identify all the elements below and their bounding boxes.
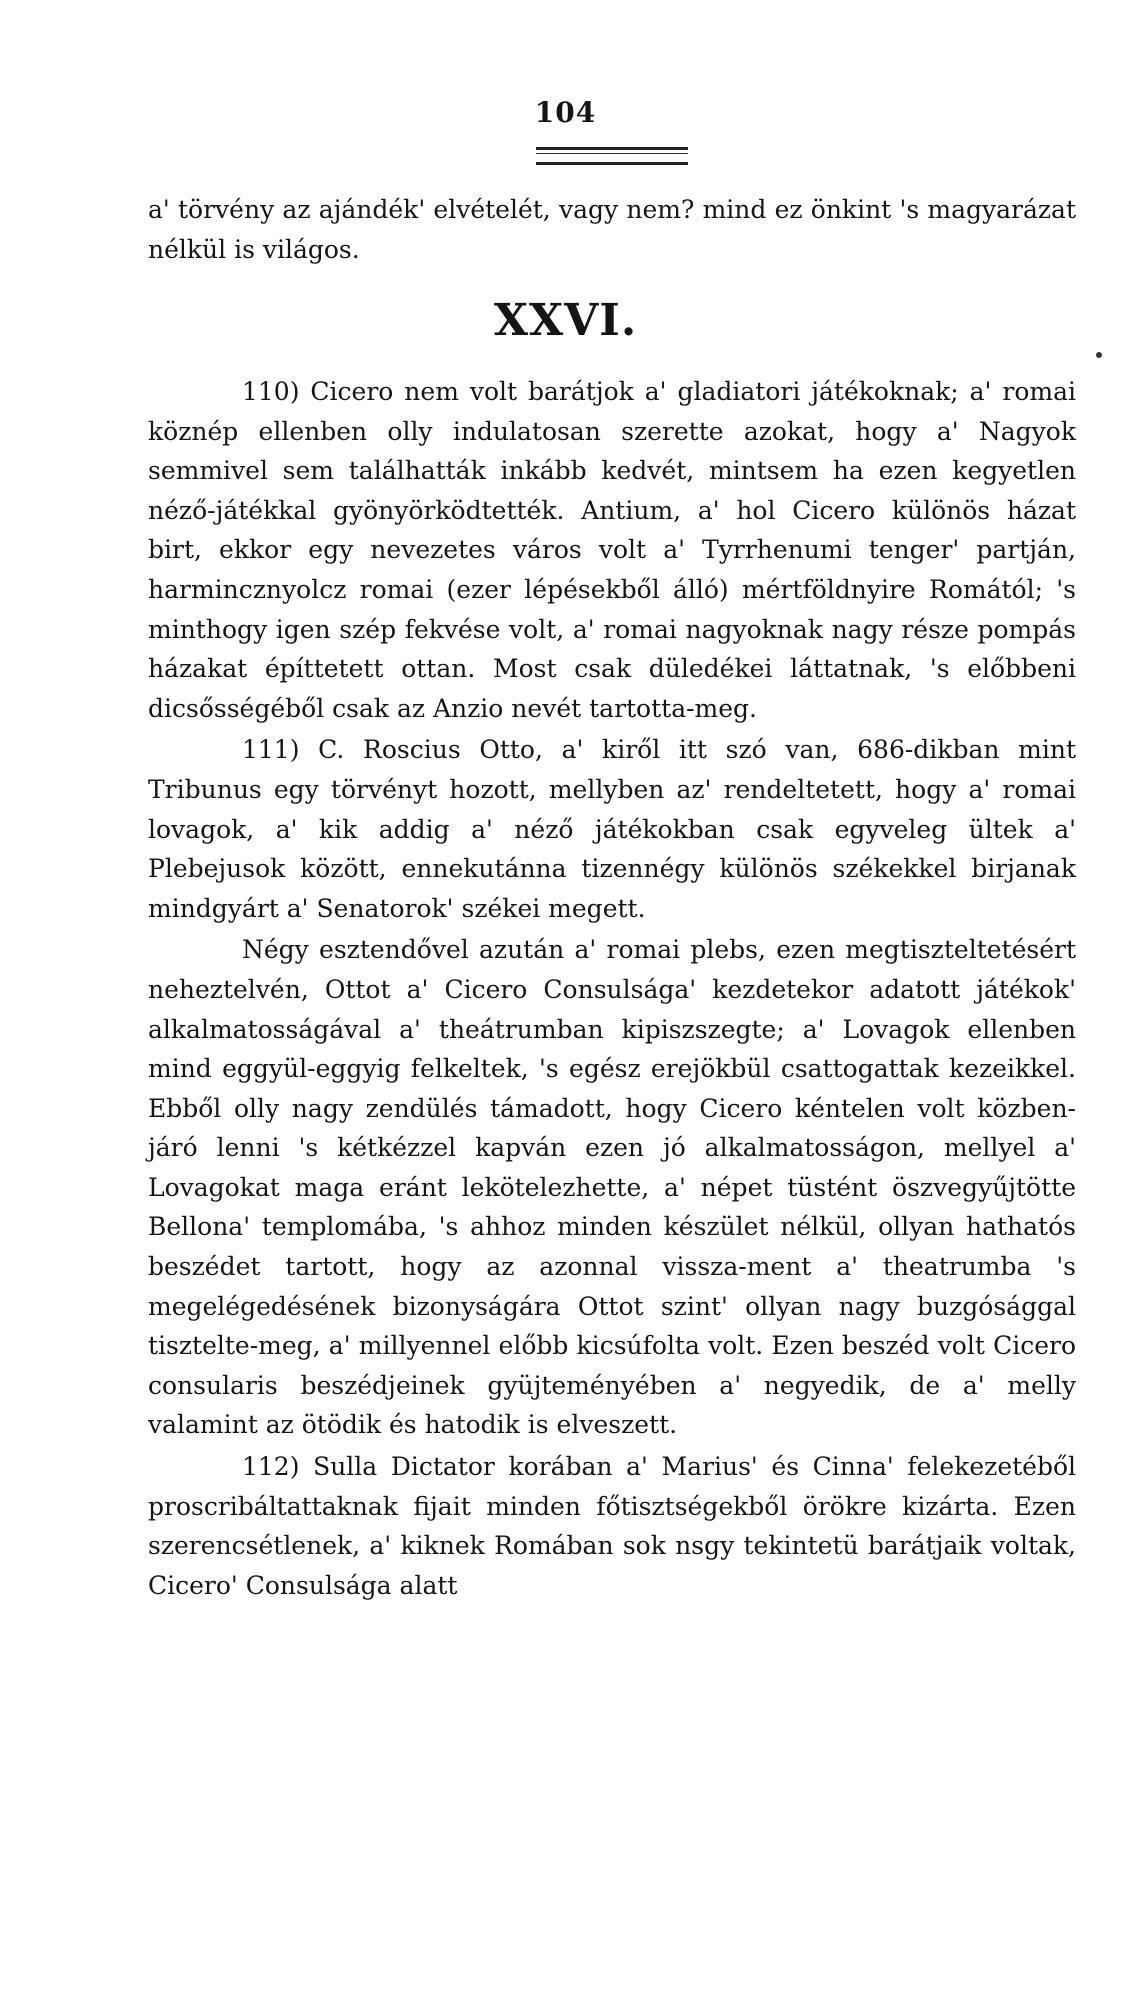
paragraph-note-110: 110) Cicero nem volt barátjok a' gladiatori játékoknak; a' romai köznép ellenben olly indulatosan szerette azokat, hogy a' Nagyok semmivel sem találhatták inkább kedvét, mintsem ha ezen kegyetlen néző-játékkal gyönyörködtették. Antium, a' hol Cicero különös házat birt, ekkor egy nevezetes város volt a' Tyrrhenumi tenger' partján, harmincznyolcz romai (ezer lépésekből álló) mértföldnyire Romától; 's minthogy igen szép fekvése volt, a' romai nagyoknak nagy része pompás házakat építtetett ottan. Most csak düledékei láttatnak, 's előbbeni dicsősségéből csak az Anzio nevét tartotta-meg.	[148, 377, 1076, 723]
page-number: 104	[534, 96, 597, 129]
chapter-body	[148, 372, 1076, 1605]
chapter-heading: XXVI.	[493, 295, 638, 346]
header-rule	[536, 147, 688, 165]
paragraph-note-111: 111) C. Roscius Otto, a' kiről itt szó van, 686-dikban mint Tribunus egy törvényt hozott, mellyben az' rendeltetett, hogy a' romai lovagok, a' kik addig a' néző játékokban csak egyveleg ültek a' Plebejusok között, ennekutánna tizennégy különös székekkel birjanak mindgyárt a' Senatorok' székei megett.	[148, 735, 1076, 923]
paragraph-note-111-continued: Négy esztendővel azután a' romai plebs, ezen megtiszteltetésért neheztelvén, Ottot a' Cicero Consulsága' kezdetekor adatott játékok' alkalmatosságával a' theátrumban kipiszszegte; a' Lovagok ellenben mind eggyül-eggyig felkeltek, 's egész erejökbül csattogattak kezeikkel. Ebből olly nagy zendülés támadott, hogy Cicero kéntelen volt közben-járó lenni 's kétkézzel kapván ezen jó alkalmatosságon, mellyel a' Lovagokat maga eránt lekötelezhette, a' népet tüstént öszvegyűjtötte Bellona' templomába, 's ahhoz minden készület nélkül, ollyan hathatós beszédet tartott, hogy az azonnal vissza-ment a' theatrumba 's megelégedésének bizonyságára Ottot szint' ollyan nagy buzgósággal tisztelte-meg, a' millyennel előbb kicsúfolta volt. Ezen beszéd volt Cicero consularis beszédjeinek gyüjteményében a' negyedik, de a' melly valamint az ötödik és hatodik is elveszett.	[148, 935, 1076, 1440]
intro-paragraph: a' törvény az ajándék' elvételét, vagy nem? mind ez önkint 's magyarázat nélkül is világos.	[148, 195, 1076, 264]
margin-ink-dot	[1096, 352, 1102, 358]
paragraph-note-112: 112) Sulla Dictator korában a' Marius' és Cinna' felekezetéből proscribáltattaknak fijait minden főtisztségekből örökre kizárta. Ezen szerencsétlenek, a' kiknek Romában sok nsgy tekintetü barátjaik voltak, Cicero' Consulsága alatt	[148, 1452, 1076, 1600]
